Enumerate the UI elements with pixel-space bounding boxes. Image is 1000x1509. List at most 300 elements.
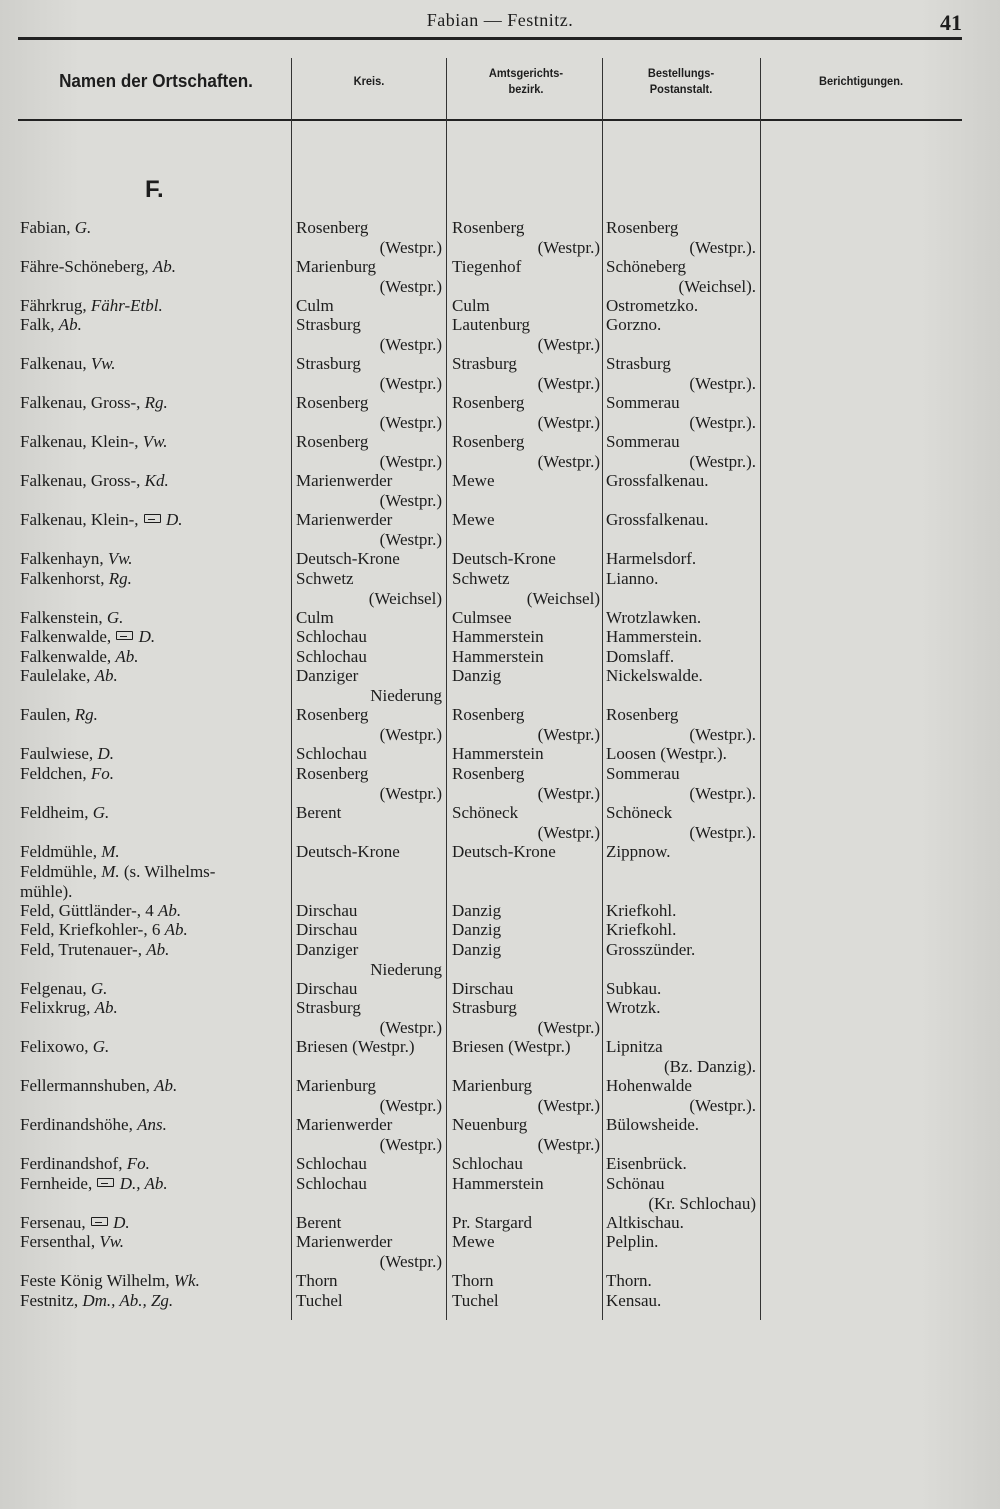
postanstalt-cell-line1: Domslaff. bbox=[606, 647, 675, 666]
amtsgericht-cell-line2: (Westpr.) bbox=[537, 237, 600, 257]
place-category: M. bbox=[101, 862, 120, 881]
section-letter: F. bbox=[145, 176, 164, 203]
postanstalt-cell-line1: Wrotzk. bbox=[606, 998, 661, 1017]
kreis-cell-line2: (Westpr.) bbox=[379, 783, 442, 803]
kreis-cell-line1: Rosenberg bbox=[296, 705, 369, 724]
kreis-cell-line2: (Westpr.) bbox=[379, 334, 442, 354]
place-name bbox=[20, 744, 290, 764]
place-name bbox=[20, 1174, 290, 1194]
amtsgericht-cell-line1: Hammerstein bbox=[452, 627, 544, 646]
kreis-cell-line2: (Westpr.) bbox=[379, 237, 442, 257]
place-text: Falk, bbox=[20, 315, 59, 334]
place-note: (s. Wilhelms- bbox=[119, 862, 216, 881]
postanstalt-cell-line1: Kensau. bbox=[606, 1291, 662, 1310]
amt-line2: bezirk. bbox=[508, 82, 544, 96]
kreis-cell-line1: Berent bbox=[296, 803, 342, 822]
kreis-cell bbox=[296, 1271, 442, 1291]
amtsgericht-cell bbox=[452, 569, 600, 608]
amtsgericht-cell-line1: Mewe bbox=[452, 471, 495, 490]
kreis-cell bbox=[296, 1291, 442, 1311]
postanstalt-cell-line2: (Kr. Schlochau) bbox=[648, 1193, 756, 1213]
kreis-cell-line2: (Westpr.) bbox=[379, 1095, 442, 1115]
amtsgericht-cell-line2: (Westpr.) bbox=[537, 1095, 600, 1115]
amtsgericht-cell-line1: Deutsch-Krone bbox=[452, 549, 556, 568]
amtsgericht-cell bbox=[452, 393, 600, 432]
place-category: Ab. bbox=[94, 998, 118, 1017]
column-header-place bbox=[31, 48, 282, 114]
place-category: Fähr-Etbl. bbox=[90, 296, 163, 315]
amtsgericht-cell-line2: (Westpr.) bbox=[537, 1134, 600, 1154]
place-text: Feld, Güttländer-, 4 bbox=[20, 901, 158, 920]
place-note-cont: mühle). bbox=[20, 881, 73, 901]
postanstalt-cell bbox=[606, 744, 756, 764]
amtsgericht-cell-line1: Marienburg bbox=[452, 1076, 532, 1095]
kreis-cell-line1: Rosenberg bbox=[296, 393, 369, 412]
postanstalt-cell bbox=[606, 296, 756, 316]
place-category: Fo. bbox=[126, 1154, 150, 1173]
postanstalt-cell-line1: Bülowsheide. bbox=[606, 1115, 700, 1134]
amtsgericht-cell-line1: Culm bbox=[452, 296, 490, 315]
postanstalt-cell-line1: Zippnow. bbox=[606, 842, 671, 861]
amtsgericht-cell-line2: (Westpr.) bbox=[537, 822, 600, 842]
column-divider bbox=[602, 58, 603, 1320]
postanstalt-cell-line2: (Westpr.). bbox=[689, 1095, 756, 1115]
place-category: D. bbox=[113, 1213, 130, 1232]
kreis-cell bbox=[296, 608, 442, 628]
place-text: Falkenwalde, bbox=[20, 627, 116, 646]
place-category: Kd. bbox=[144, 471, 169, 490]
place-name bbox=[20, 569, 290, 589]
amtsgericht-cell bbox=[452, 1213, 600, 1233]
amtsgericht-cell-line1: Neuenburg bbox=[452, 1115, 528, 1134]
column-divider bbox=[291, 58, 292, 1320]
kreis-cell bbox=[296, 432, 442, 471]
kreis-cell-line1: Briesen (Westpr.) bbox=[296, 1037, 415, 1056]
postanstalt-cell bbox=[606, 1037, 756, 1076]
place-text: Feldchen, bbox=[20, 764, 91, 783]
amtsgericht-cell-line1: Hammerstein bbox=[452, 744, 544, 763]
postanstalt-cell bbox=[606, 1115, 756, 1135]
postanstalt-cell-line1: Wrotzlawken. bbox=[606, 608, 702, 627]
place-category: Ab. bbox=[146, 940, 170, 959]
post-office-icon bbox=[91, 1217, 108, 1226]
postanstalt-cell-line1: Grossfalkenau. bbox=[606, 510, 709, 529]
kreis-cell bbox=[296, 218, 442, 257]
post-office-icon bbox=[116, 631, 133, 640]
column-divider bbox=[446, 58, 447, 1320]
amtsgericht-cell bbox=[452, 1076, 600, 1115]
amtsgericht-cell bbox=[452, 354, 600, 393]
column-header-postanstalt-text bbox=[648, 65, 714, 97]
place-name bbox=[20, 1213, 290, 1233]
place-name bbox=[20, 1291, 290, 1311]
postanstalt-cell-line2: (Weichsel). bbox=[678, 276, 756, 296]
amtsgericht-cell-line2: (Westpr.) bbox=[537, 451, 600, 471]
place-category: D. bbox=[166, 510, 183, 529]
postanstalt-cell bbox=[606, 1213, 756, 1233]
amtsgericht-cell-line1: Tiegenhof bbox=[452, 257, 522, 276]
kreis-cell-line1: Marienwerder bbox=[296, 1232, 393, 1251]
amtsgericht-cell-line1: Briesen (Westpr.) bbox=[452, 1037, 571, 1056]
place-name bbox=[20, 998, 290, 1018]
postanstalt-cell bbox=[606, 315, 756, 335]
postanstalt-cell-line1: Lipnitza bbox=[606, 1037, 663, 1056]
kreis-cell bbox=[296, 1076, 442, 1115]
postanstalt-cell bbox=[606, 354, 756, 393]
amtsgericht-cell-line1: Rosenberg bbox=[452, 705, 525, 724]
amtsgericht-cell-line1: Schöneck bbox=[452, 803, 519, 822]
amtsgericht-cell bbox=[452, 998, 600, 1037]
place-text: Fährkrug, bbox=[20, 296, 91, 315]
amtsgericht-cell bbox=[452, 1271, 600, 1291]
amtsgericht-cell bbox=[452, 920, 600, 940]
amtsgericht-cell bbox=[452, 218, 600, 257]
kreis-cell bbox=[296, 627, 442, 647]
post-line1: Bestellungs- bbox=[647, 66, 715, 80]
amtsgericht-cell-line1: Pr. Stargard bbox=[452, 1213, 532, 1232]
kreis-cell-line1: Schlochau bbox=[296, 1154, 367, 1173]
kreis-cell-line1: Danziger bbox=[296, 666, 359, 685]
place-text: Feste König Wilhelm, bbox=[20, 1271, 174, 1290]
kreis-cell-line2: (Weichsel) bbox=[368, 588, 442, 608]
post-line2: Postanstalt. bbox=[649, 82, 713, 96]
place-name bbox=[20, 257, 290, 277]
place-name bbox=[20, 647, 290, 667]
place-name bbox=[20, 920, 290, 940]
kreis-cell-line1: Deutsch-Krone bbox=[296, 842, 400, 861]
place-name bbox=[20, 862, 290, 901]
postanstalt-cell-line1: Thorn. bbox=[606, 1271, 652, 1290]
kreis-cell-line1: Schlochau bbox=[296, 647, 367, 666]
postanstalt-cell-line1: Schöneberg bbox=[606, 257, 686, 276]
place-name bbox=[20, 296, 290, 316]
postanstalt-cell-line1: Grossfalkenau. bbox=[606, 471, 709, 490]
kreis-cell bbox=[296, 705, 442, 744]
place-category: Rg. bbox=[108, 569, 132, 588]
amtsgericht-cell bbox=[452, 940, 600, 960]
place-name bbox=[20, 315, 290, 335]
place-name bbox=[20, 218, 290, 238]
kreis-cell-line1: Schlochau bbox=[296, 1174, 367, 1193]
kreis-cell-line2: Niederung bbox=[370, 959, 442, 979]
amtsgericht-cell-line2: (Westpr.) bbox=[537, 412, 600, 432]
postanstalt-cell-line1: Ostrometzko. bbox=[606, 296, 699, 315]
postanstalt-cell bbox=[606, 979, 756, 999]
post-office-icon bbox=[144, 514, 161, 523]
amtsgericht-cell bbox=[452, 764, 600, 803]
postanstalt-cell bbox=[606, 998, 756, 1018]
place-text: Felgenau, bbox=[20, 979, 91, 998]
postanstalt-cell bbox=[606, 1174, 756, 1213]
kreis-cell bbox=[296, 471, 442, 510]
postanstalt-cell bbox=[606, 432, 756, 471]
amtsgericht-cell bbox=[452, 510, 600, 530]
amtsgericht-cell-line1: Danzig bbox=[452, 666, 502, 685]
kreis-cell-line1: Rosenberg bbox=[296, 218, 369, 237]
amtsgericht-cell-line1: Thorn bbox=[452, 1271, 494, 1290]
amtsgericht-cell-line2: (Westpr.) bbox=[537, 724, 600, 744]
place-name bbox=[20, 803, 290, 823]
kreis-cell bbox=[296, 842, 442, 862]
kreis-cell-line1: Schlochau bbox=[296, 744, 367, 763]
place-category: D., Ab. bbox=[119, 1174, 168, 1193]
postanstalt-cell-line1: Loosen (Westpr.). bbox=[606, 744, 727, 763]
amtsgericht-cell bbox=[452, 744, 600, 764]
kreis-cell-line1: Rosenberg bbox=[296, 764, 369, 783]
place-category: Vw. bbox=[99, 1232, 125, 1251]
place-name bbox=[20, 705, 290, 725]
column-header-kreis-text: Kreis. bbox=[353, 74, 385, 88]
amtsgericht-cell-line1: Strasburg bbox=[452, 998, 517, 1017]
amtsgericht-cell bbox=[452, 1037, 600, 1057]
place-name bbox=[20, 549, 290, 569]
amtsgericht-cell bbox=[452, 705, 600, 744]
postanstalt-cell bbox=[606, 901, 756, 921]
column-header-kreis bbox=[302, 48, 436, 114]
amtsgericht-cell-line1: Tuchel bbox=[452, 1291, 499, 1310]
amtsgericht-cell bbox=[452, 1232, 600, 1252]
postanstalt-cell-line2: (Westpr.). bbox=[689, 237, 756, 257]
kreis-cell-line1: Dirschau bbox=[296, 901, 358, 920]
place-text: Fellermannshuben, bbox=[20, 1076, 155, 1095]
kreis-cell bbox=[296, 901, 442, 921]
kreis-cell-line1: Schlochau bbox=[296, 627, 367, 646]
amtsgericht-cell bbox=[452, 979, 600, 999]
kreis-cell bbox=[296, 1115, 442, 1154]
kreis-cell-line1: Schwetz bbox=[296, 569, 354, 588]
kreis-cell bbox=[296, 1174, 442, 1194]
postanstalt-cell-line1: Lianno. bbox=[606, 569, 659, 588]
amtsgericht-cell bbox=[452, 1174, 600, 1194]
kreis-cell-line1: Marienwerder bbox=[296, 1115, 393, 1134]
place-text: Falkenau, Gross-, bbox=[20, 471, 145, 490]
kreis-cell bbox=[296, 1154, 442, 1174]
postanstalt-cell-line1: Strasburg bbox=[606, 354, 671, 373]
postanstalt-cell-line2: (Westpr.). bbox=[689, 451, 756, 471]
postanstalt-cell-line1: Sommerau bbox=[606, 764, 680, 783]
place-category: Ab. bbox=[58, 315, 82, 334]
place-name bbox=[20, 608, 290, 628]
place-text: Fähre-Schöneberg, bbox=[20, 257, 153, 276]
amt-line1: Amtsgerichts- bbox=[488, 66, 564, 80]
kreis-cell bbox=[296, 393, 442, 432]
kreis-cell-line1: Culm bbox=[296, 296, 334, 315]
place-name bbox=[20, 979, 290, 999]
place-text: Feldmühle, bbox=[20, 862, 102, 881]
postanstalt-cell bbox=[606, 218, 756, 257]
kreis-cell bbox=[296, 296, 442, 316]
place-name bbox=[20, 842, 290, 862]
kreis-cell-line1: Dirschau bbox=[296, 920, 358, 939]
kreis-cell-line1: Culm bbox=[296, 608, 334, 627]
amtsgericht-cell bbox=[452, 471, 600, 491]
postanstalt-cell-line1: Nickelswalde. bbox=[606, 666, 703, 685]
postanstalt-cell bbox=[606, 393, 756, 432]
place-text: Felixkrug, bbox=[20, 998, 95, 1017]
postanstalt-cell-line1: Pelplin. bbox=[606, 1232, 659, 1251]
place-text: Ferdinandshof, bbox=[20, 1154, 127, 1173]
amtsgericht-cell-line1: Lautenburg bbox=[452, 315, 531, 334]
column-header-postanstalt bbox=[612, 48, 750, 114]
kreis-cell-line2: (Westpr.) bbox=[379, 490, 442, 510]
place-category: Ab. bbox=[164, 920, 188, 939]
kreis-cell bbox=[296, 803, 442, 823]
place-text: Falkenwalde, bbox=[20, 647, 116, 666]
kreis-cell-line2: (Westpr.) bbox=[379, 529, 442, 549]
amtsgericht-cell-line1: Schlochau bbox=[452, 1154, 523, 1173]
postanstalt-cell-line1: Subkau. bbox=[606, 979, 662, 998]
postanstalt-cell-line1: Grosszünder. bbox=[606, 940, 696, 959]
place-text: Faulelake, bbox=[20, 666, 95, 685]
amtsgericht-cell-line2: (Westpr.) bbox=[537, 783, 600, 803]
amtsgericht-cell-line1: Dirschau bbox=[452, 979, 514, 998]
kreis-cell bbox=[296, 315, 442, 354]
kreis-cell-line2: (Westpr.) bbox=[379, 451, 442, 471]
place-text: Feld, Trutenauer-, bbox=[20, 940, 147, 959]
kreis-cell bbox=[296, 666, 442, 705]
place-category: Ans. bbox=[137, 1115, 167, 1134]
kreis-cell-line1: Strasburg bbox=[296, 315, 361, 334]
amtsgericht-cell bbox=[452, 803, 600, 842]
amtsgericht-cell bbox=[452, 549, 600, 569]
place-name bbox=[20, 666, 290, 686]
place-name bbox=[20, 940, 290, 960]
amtsgericht-cell bbox=[452, 257, 600, 277]
amtsgericht-cell-line2: (Westpr.) bbox=[537, 334, 600, 354]
place-text: Fersenthal, bbox=[20, 1232, 100, 1251]
place-category: Ab. bbox=[94, 666, 118, 685]
amtsgericht-cell-line1: Danzig bbox=[452, 901, 502, 920]
postanstalt-cell-line1: Kriefkohl. bbox=[606, 901, 677, 920]
kreis-cell bbox=[296, 549, 442, 569]
kreis-cell bbox=[296, 1037, 442, 1057]
kreis-cell bbox=[296, 257, 442, 296]
kreis-cell bbox=[296, 1213, 442, 1233]
postanstalt-cell bbox=[606, 920, 756, 940]
amtsgericht-cell bbox=[452, 842, 600, 862]
place-text: Falkenstein, bbox=[20, 608, 107, 627]
amtsgericht-cell bbox=[452, 315, 600, 354]
postanstalt-cell bbox=[606, 608, 756, 628]
kreis-cell-line2: (Westpr.) bbox=[379, 1134, 442, 1154]
kreis-cell bbox=[296, 647, 442, 667]
postanstalt-cell bbox=[606, 647, 756, 667]
place-category: Vw. bbox=[107, 549, 133, 568]
place-name bbox=[20, 1037, 290, 1057]
amtsgericht-cell-line1: Culmsee bbox=[452, 608, 512, 627]
kreis-cell-line1: Strasburg bbox=[296, 354, 361, 373]
amtsgericht-cell bbox=[452, 1291, 600, 1311]
place-category: G. bbox=[74, 218, 92, 237]
amtsgericht-cell-line1: Hammerstein bbox=[452, 647, 544, 666]
place-category: G. bbox=[92, 1037, 110, 1056]
kreis-cell-line2: (Westpr.) bbox=[379, 1251, 442, 1271]
postanstalt-cell bbox=[606, 1076, 756, 1115]
place-category: Ab. bbox=[158, 901, 182, 920]
place-category: G. bbox=[90, 979, 108, 998]
place-text: Faulen, bbox=[20, 705, 75, 724]
postanstalt-cell-line2: (Westpr.). bbox=[689, 373, 756, 393]
place-category: Vw. bbox=[142, 432, 168, 451]
amtsgericht-cell bbox=[452, 432, 600, 471]
postanstalt-cell-line1: Schöneck bbox=[606, 803, 673, 822]
place-text: Falkenau, Gross-, bbox=[20, 393, 145, 412]
place-category: G. bbox=[92, 803, 110, 822]
kreis-cell-line1: Marienwerder bbox=[296, 471, 393, 490]
postanstalt-cell-line1: Altkischau. bbox=[606, 1213, 684, 1232]
amtsgericht-cell-line1: Mewe bbox=[452, 1232, 495, 1251]
place-text: Falkenhayn, bbox=[20, 549, 108, 568]
column-header-amtsgericht bbox=[458, 48, 594, 114]
postanstalt-cell-line1: Rosenberg bbox=[606, 705, 679, 724]
place-text: Feld, Kriefkohler-, 6 bbox=[20, 920, 165, 939]
postanstalt-cell bbox=[606, 1232, 756, 1252]
amtsgericht-cell bbox=[452, 1154, 600, 1174]
postanstalt-cell-line2: (Westpr.). bbox=[689, 724, 756, 744]
postanstalt-cell bbox=[606, 842, 756, 862]
column-header-place-text: Namen der Ortschaften. bbox=[59, 71, 253, 91]
amtsgericht-cell bbox=[452, 627, 600, 647]
kreis-cell-line1: Tuchel bbox=[296, 1291, 343, 1310]
amtsgericht-cell-line2: (Westpr.) bbox=[537, 1017, 600, 1037]
kreis-cell bbox=[296, 510, 442, 549]
amtsgericht-cell-line1: Strasburg bbox=[452, 354, 517, 373]
amtsgericht-cell-line1: Danzig bbox=[452, 920, 502, 939]
column-header-berichtigungen bbox=[772, 48, 950, 114]
amtsgericht-cell-line1: Mewe bbox=[452, 510, 495, 529]
post-office-icon bbox=[97, 1178, 114, 1187]
place-category: Rg. bbox=[74, 705, 98, 724]
kreis-cell-line2: Niederung bbox=[370, 685, 442, 705]
kreis-cell bbox=[296, 940, 442, 979]
place-category: M. bbox=[101, 842, 120, 861]
postanstalt-cell-line2: (Bz. Danzig). bbox=[663, 1056, 756, 1076]
postanstalt-cell-line1: Kriefkohl. bbox=[606, 920, 677, 939]
kreis-cell bbox=[296, 569, 442, 608]
place-name bbox=[20, 1154, 290, 1174]
column-header-berichtigungen-text: Berichtigungen. bbox=[818, 74, 904, 88]
postanstalt-cell bbox=[606, 471, 756, 491]
place-category: Ab. bbox=[115, 647, 139, 666]
amtsgericht-cell-line1: Danzig bbox=[452, 940, 502, 959]
place-name bbox=[20, 1076, 290, 1096]
place-text: Falkenau, Klein-, bbox=[20, 432, 143, 451]
kreis-cell-line1: Marienburg bbox=[296, 257, 376, 276]
amtsgericht-cell-line1: Deutsch-Krone bbox=[452, 842, 556, 861]
amtsgericht-cell bbox=[452, 608, 600, 628]
place-name bbox=[20, 393, 290, 413]
amtsgericht-cell-line1: Rosenberg bbox=[452, 764, 525, 783]
amtsgericht-cell-line1: Rosenberg bbox=[452, 393, 525, 412]
place-category: D. bbox=[97, 744, 114, 763]
kreis-cell-line2: (Westpr.) bbox=[379, 1017, 442, 1037]
postanstalt-cell-line1: Hohenwalde bbox=[606, 1076, 692, 1095]
postanstalt-cell bbox=[606, 1271, 756, 1291]
postanstalt-cell-line1: Eisenbrück. bbox=[606, 1154, 687, 1173]
place-name bbox=[20, 1115, 290, 1135]
page-number: 41 bbox=[940, 10, 962, 35]
amtsgericht-cell bbox=[452, 296, 600, 316]
place-category: Ab. bbox=[154, 1076, 178, 1095]
kreis-cell-line2: (Westpr.) bbox=[379, 276, 442, 296]
amtsgericht-cell bbox=[452, 666, 600, 686]
place-category: Ab. bbox=[152, 257, 176, 276]
kreis-cell-line1: Danziger bbox=[296, 940, 359, 959]
kreis-cell bbox=[296, 354, 442, 393]
place-name bbox=[20, 1271, 290, 1291]
kreis-cell-line1: Marienburg bbox=[296, 1076, 376, 1095]
kreis-cell bbox=[296, 979, 442, 999]
